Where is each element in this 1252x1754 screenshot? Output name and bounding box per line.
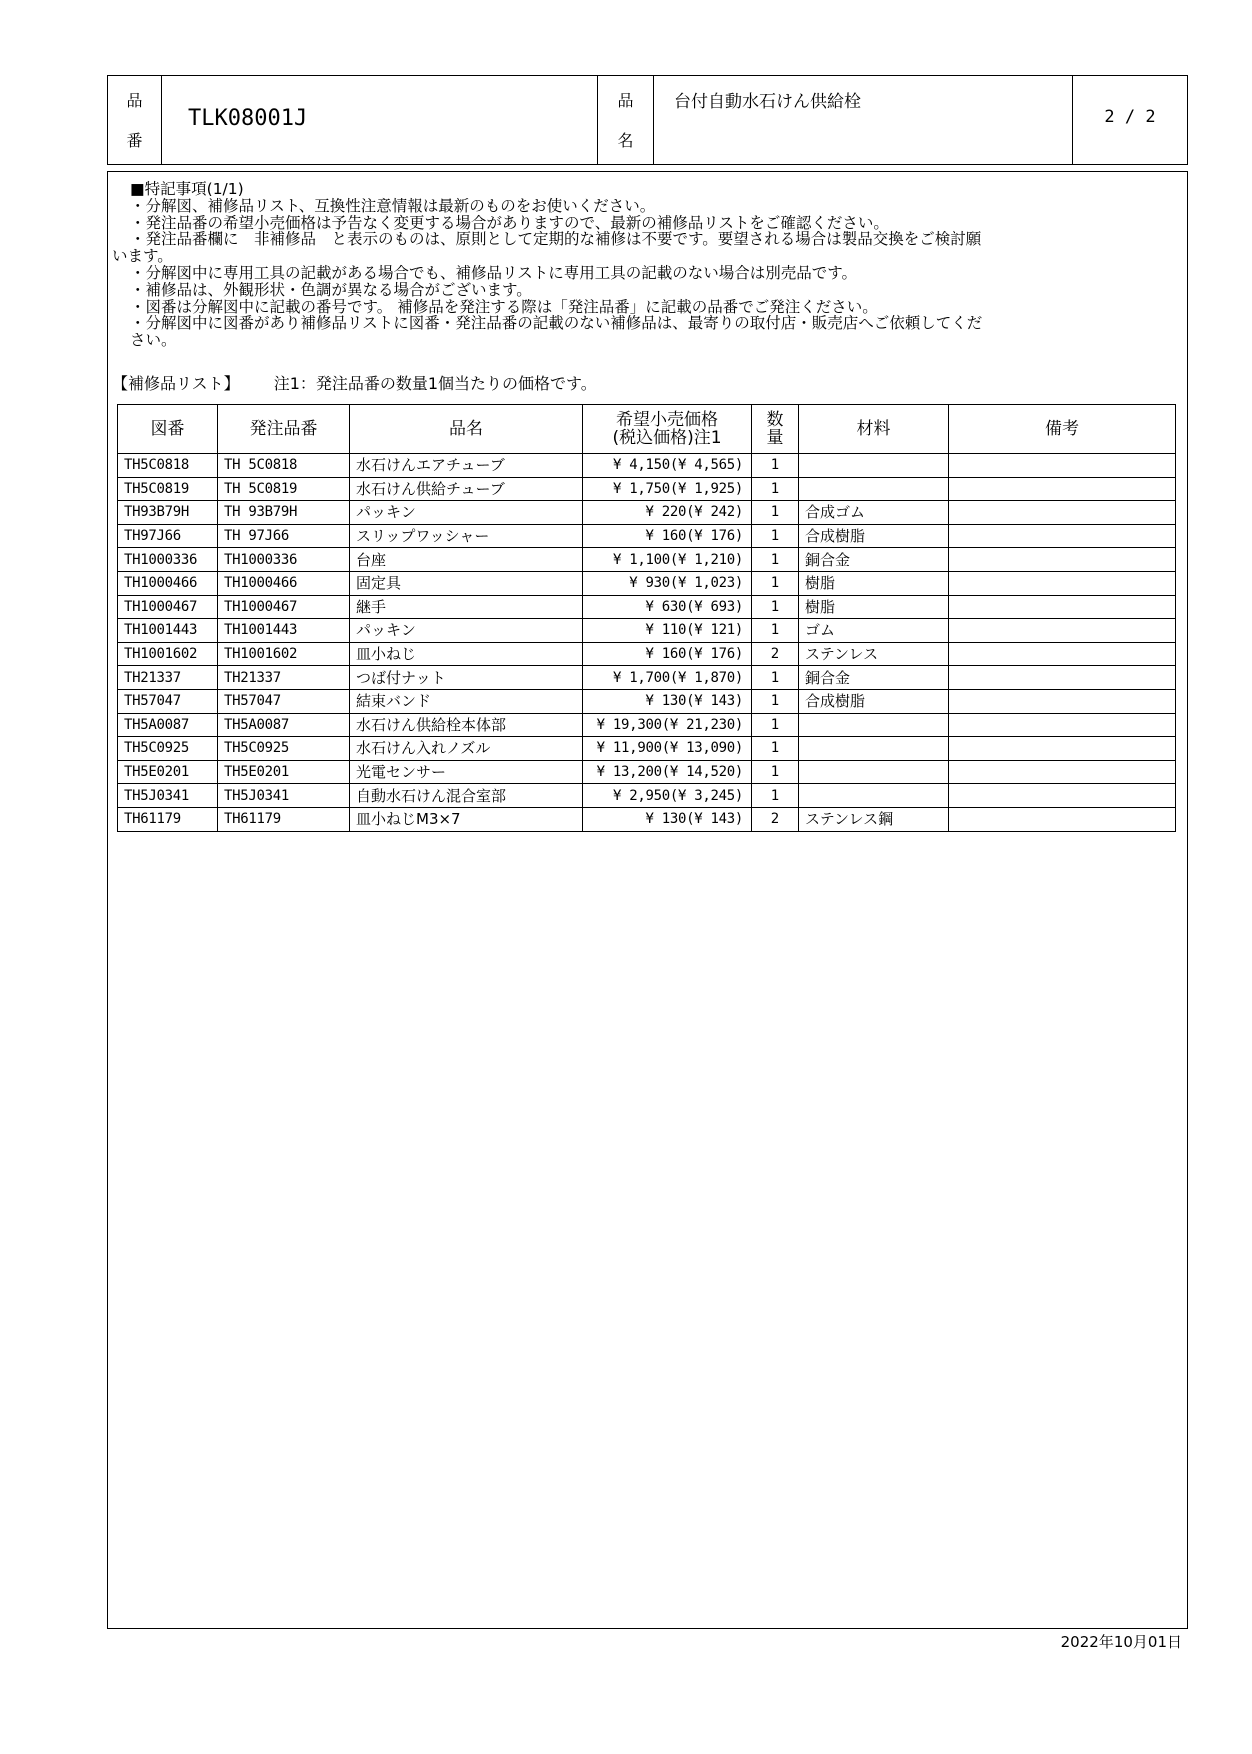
table-row (118, 571, 1176, 595)
cell-qty: 1 (752, 524, 799, 548)
cell-price: ¥ 130(¥ 143) (583, 807, 752, 831)
table-row (118, 548, 1176, 572)
page-number: 2 / 2 (1104, 107, 1156, 127)
cell-material: 樹脂 (799, 571, 949, 595)
cell-order-no: TH 97J66 (218, 524, 350, 548)
cell-remarks (949, 454, 1176, 478)
code-label-bottom: 番 (126, 131, 143, 150)
cell-price: ¥ 11,900(¥ 13,090) (583, 737, 752, 761)
cell-order-no: TH5C0925 (218, 737, 350, 761)
cell-order-no: TH1000336 (218, 548, 350, 572)
cell-order-no: TH61179 (218, 807, 350, 831)
cell-order-no: TH5J0341 (218, 784, 350, 808)
note-line: ・分解図中に専用工具の記載がある場合でも、補修品リストに専用工具の記載のない場合は別売品です。 (130, 263, 857, 282)
cell-fig-no: TH1001602 (118, 642, 218, 666)
cell-material: 合成ゴム (799, 501, 949, 525)
parts-list-title: 【補修品リスト】 (112, 374, 240, 393)
cell-order-no: TH57047 (218, 689, 350, 713)
cell-material: ゴム (799, 619, 949, 643)
cell-remarks (949, 784, 1176, 808)
col-fig-no: 図番 (118, 405, 218, 454)
name-value-cell (654, 76, 1073, 164)
cell-material: 銅合金 (799, 548, 949, 572)
col-material: 材料 (799, 405, 949, 454)
cell-qty: 1 (752, 737, 799, 761)
cell-name: 継手 (350, 595, 583, 619)
col-price-line2: (税込価格)注1 (612, 428, 722, 448)
cell-material (799, 477, 949, 501)
cell-name: スリップワッシャー (350, 524, 583, 548)
cell-order-no: TH 5C0818 (218, 454, 350, 478)
cell-name: 固定具 (350, 571, 583, 595)
table-row (118, 454, 1176, 478)
cell-price: ¥ 1,700(¥ 1,870) (583, 666, 752, 690)
cell-remarks (949, 642, 1176, 666)
cell-price: ¥ 160(¥ 176) (583, 642, 752, 666)
cell-name: 水石けん供給栓本体部 (350, 713, 583, 737)
parts-list-heading (112, 371, 597, 394)
cell-fig-no: TH5C0925 (118, 737, 218, 761)
parts-table (117, 404, 1176, 832)
notes-heading: ■特記事項(1/1) (130, 180, 244, 198)
cell-material: 合成樹脂 (799, 689, 949, 713)
col-price-line1: 希望小売価格 (616, 410, 718, 430)
cell-material: ステンレス (799, 642, 949, 666)
cell-material: ステンレス鋼 (799, 807, 949, 831)
cell-material: 銅合金 (799, 666, 949, 690)
cell-fig-no: TH93B79H (118, 501, 218, 525)
product-code: TLK08001J (188, 106, 308, 131)
cell-name: 水石けん供給チューブ (350, 477, 583, 501)
note-line: ・発注品番の希望小売価格は予告なく変更する場合がありますので、最新の補修品リストをご確認ください。 (130, 213, 889, 232)
note-line: ・分解図中に図番があり補修品リストに図番・発注品番の記載のない補修品は、最寄りの取付店・販売店へご依頼してくだ (130, 314, 983, 333)
col-name: 品名 (350, 405, 583, 454)
table-row (118, 784, 1176, 808)
table-row (118, 807, 1176, 831)
cell-price: ¥ 160(¥ 176) (583, 524, 752, 548)
cell-remarks (949, 713, 1176, 737)
cell-qty: 1 (752, 784, 799, 808)
cell-remarks (949, 571, 1176, 595)
cell-qty: 1 (752, 595, 799, 619)
name-label-top: 品 (617, 91, 634, 110)
cell-remarks (949, 666, 1176, 690)
cell-remarks (949, 737, 1176, 761)
table-row (118, 689, 1176, 713)
product-name: 台付自動水石けん供給栓 (674, 92, 861, 112)
col-qty-line2: 量 (766, 428, 784, 448)
cell-qty: 1 (752, 548, 799, 572)
cell-order-no: TH 93B79H (218, 501, 350, 525)
cell-order-no: TH21337 (218, 666, 350, 690)
cell-remarks (949, 619, 1176, 643)
cell-price: ¥ 13,200(¥ 14,520) (583, 760, 752, 784)
cell-fig-no: TH97J66 (118, 524, 218, 548)
cell-material: 樹脂 (799, 595, 949, 619)
cell-material (799, 784, 949, 808)
table-header-row (118, 405, 1176, 454)
col-qty (752, 405, 799, 454)
cell-qty: 1 (752, 666, 799, 690)
cell-remarks (949, 807, 1176, 831)
cell-qty: 1 (752, 619, 799, 643)
header-box (107, 75, 1188, 165)
cell-qty: 1 (752, 454, 799, 478)
cell-qty: 1 (752, 571, 799, 595)
name-label-cell (598, 76, 654, 164)
cell-fig-no: TH1000336 (118, 548, 218, 572)
cell-fig-no: TH5A0087 (118, 713, 218, 737)
table-row (118, 666, 1176, 690)
cell-price: ¥ 930(¥ 1,023) (583, 571, 752, 595)
cell-name: パッキン (350, 619, 583, 643)
note-line: ・図番は分解図中に記載の番号です。 補修品を発注する際は「発注品番」に記載の品番でご発注ください。 (130, 297, 878, 316)
cell-material (799, 713, 949, 737)
cell-price: ¥ 110(¥ 121) (583, 619, 752, 643)
cell-price: ¥ 19,300(¥ 21,230) (583, 713, 752, 737)
cell-fig-no: TH5C0819 (118, 477, 218, 501)
cell-fig-no: TH61179 (118, 807, 218, 831)
col-order-no: 発注品番 (218, 405, 350, 454)
cell-remarks (949, 760, 1176, 784)
cell-qty: 1 (752, 760, 799, 784)
note-line: ・発注品番欄に 非補修品 と表示のものは、原則として定期的な補修は不要です。要望される場合は製品交換をご検討願 (130, 230, 982, 249)
name-label-bottom: 名 (617, 131, 634, 150)
cell-material: 合成樹脂 (799, 524, 949, 548)
table-row (118, 642, 1176, 666)
cell-price: ¥ 4,150(¥ 4,565) (583, 454, 752, 478)
cell-price: ¥ 130(¥ 143) (583, 689, 752, 713)
table-row (118, 713, 1176, 737)
cell-remarks (949, 689, 1176, 713)
cell-fig-no: TH5E0201 (118, 760, 218, 784)
cell-name: 皿小ねじ (350, 642, 583, 666)
parts-list-note: 注1：発注品番の数量1個当たりの価格です。 (273, 374, 597, 393)
table-row (118, 595, 1176, 619)
table-row (118, 619, 1176, 643)
code-label-top: 品 (126, 91, 143, 110)
cell-fig-no: TH1000466 (118, 571, 218, 595)
table-row (118, 501, 1176, 525)
cell-name: 皿小ねじM3×7 (350, 807, 583, 831)
col-remarks: 備考 (949, 405, 1176, 454)
cell-order-no: TH1000467 (218, 595, 350, 619)
cell-remarks (949, 595, 1176, 619)
code-label-cell (108, 76, 162, 164)
cell-fig-no: TH21337 (118, 666, 218, 690)
table-row (118, 477, 1176, 501)
cell-price: ¥ 220(¥ 242) (583, 501, 752, 525)
cell-order-no: TH1000466 (218, 571, 350, 595)
cell-material (799, 454, 949, 478)
cell-qty: 2 (752, 807, 799, 831)
cell-name: つば付ナット (350, 666, 583, 690)
cell-price: ¥ 1,750(¥ 1,925) (583, 477, 752, 501)
cell-price: ¥ 2,950(¥ 3,245) (583, 784, 752, 808)
cell-name: 自動水石けん混合室部 (350, 784, 583, 808)
cell-name: 台座 (350, 548, 583, 572)
cell-remarks (949, 477, 1176, 501)
cell-price: ¥ 1,100(¥ 1,210) (583, 548, 752, 572)
cell-order-no: TH5A0087 (218, 713, 350, 737)
cell-fig-no: TH1001443 (118, 619, 218, 643)
cell-order-no: TH1001602 (218, 642, 350, 666)
col-price (583, 405, 752, 454)
cell-name: 水石けん入れノズル (350, 737, 583, 761)
cell-qty: 1 (752, 689, 799, 713)
code-value-cell (162, 76, 598, 164)
cell-remarks (949, 501, 1176, 525)
cell-order-no: TH5E0201 (218, 760, 350, 784)
cell-order-no: TH1001443 (218, 619, 350, 643)
table-row (118, 524, 1176, 548)
table-row (118, 737, 1176, 761)
cell-qty: 2 (752, 642, 799, 666)
cell-fig-no: TH57047 (118, 689, 218, 713)
table-row (118, 760, 1176, 784)
special-notes (112, 181, 1187, 349)
cell-remarks (949, 524, 1176, 548)
note-line: さい。 (130, 331, 177, 350)
note-line: ・補修品は、外観形状・色調が異なる場合がございます。 (130, 280, 532, 299)
cell-order-no: TH 5C0819 (218, 477, 350, 501)
cell-qty: 1 (752, 713, 799, 737)
cell-material (799, 737, 949, 761)
page-cell (1073, 76, 1187, 164)
cell-remarks (949, 548, 1176, 572)
cell-price: ¥ 630(¥ 693) (583, 595, 752, 619)
col-qty-line1: 数 (766, 410, 784, 430)
cell-fig-no: TH5C0818 (118, 454, 218, 478)
note-line: います。 (112, 247, 173, 266)
cell-name: 水石けんエアチューブ (350, 454, 583, 478)
cell-name: 結束バンド (350, 689, 583, 713)
cell-qty: 1 (752, 501, 799, 525)
cell-fig-no: TH1000467 (118, 595, 218, 619)
issue-date: 2022年10月01日 (1060, 1633, 1182, 1651)
cell-name: パッキン (350, 501, 583, 525)
cell-name: 光電センサー (350, 760, 583, 784)
cell-qty: 1 (752, 477, 799, 501)
cell-material (799, 760, 949, 784)
note-line: ・分解図、補修品リスト、互換性注意情報は最新のものをお使いください。 (130, 196, 656, 215)
cell-fig-no: TH5J0341 (118, 784, 218, 808)
